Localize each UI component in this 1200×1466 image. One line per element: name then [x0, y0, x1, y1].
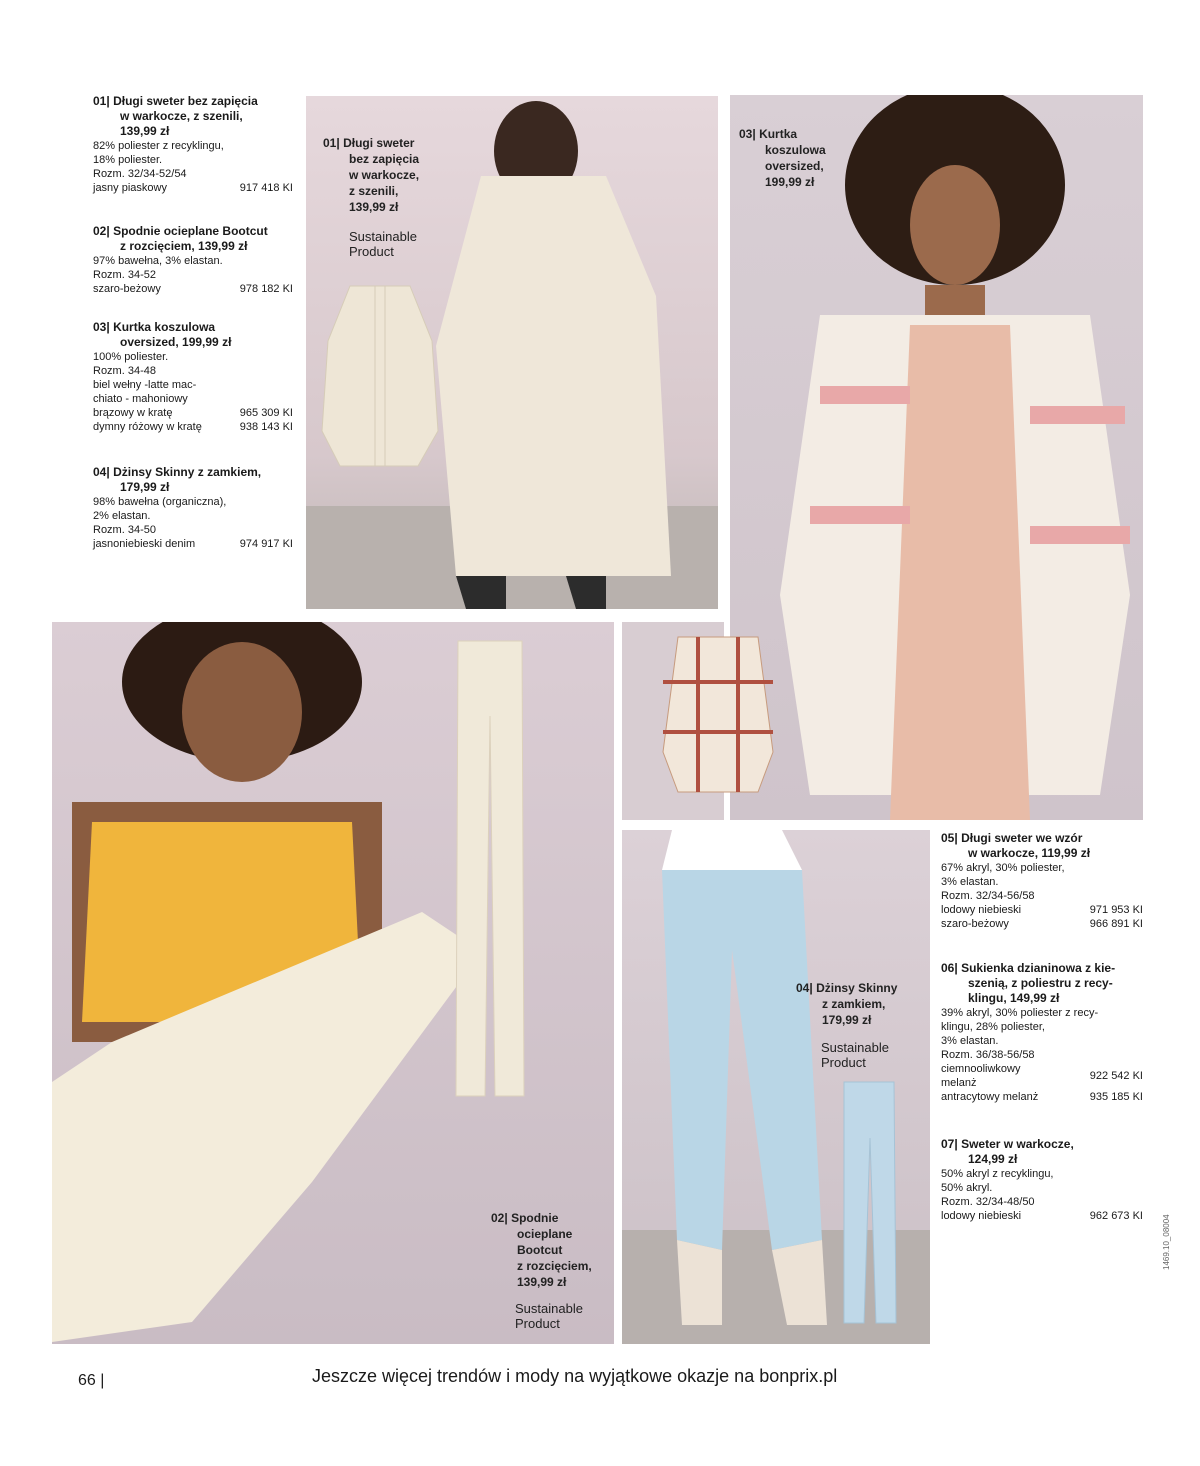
- label-price: 179,99 zł: [822, 1013, 872, 1027]
- variant-code: 971 953 KI: [1089, 904, 1143, 916]
- product-details: 18% poliester.: [93, 154, 163, 166]
- variant-code: 962 673 KI: [1089, 1210, 1143, 1222]
- jeans-sustainable-badge: [821, 1040, 889, 1070]
- product-number: 06: [941, 961, 955, 975]
- variant-row: [93, 406, 293, 420]
- product-01: 01| Długi sweter bez zapięcia w warkocze, z szenili, 139,99 zł 82% poliester z recyklingu, 18% poliester. Rozm. 32/34-52/54 jasny piaskowy 917 418 KI: [93, 94, 293, 194]
- label-line: Bootcut: [517, 1243, 563, 1257]
- product-details: Rozm. 36/38-56/58: [941, 1049, 1035, 1061]
- variant-code: 935 185 KI: [1089, 1091, 1143, 1103]
- variant-row: [93, 181, 293, 195]
- product-name: Długi sweter we wzór: [961, 831, 1083, 845]
- jacket-cutout-image: [658, 632, 778, 798]
- product-price: klingu, 149,99 zł: [968, 991, 1060, 1005]
- badge-line: Sustainable: [515, 1301, 583, 1316]
- jeans-photo: [622, 830, 930, 1344]
- variant-row: [941, 917, 1143, 931]
- label-line: Kurtka: [759, 127, 798, 141]
- variant-color: szaro-beżowy: [93, 283, 161, 295]
- product-details: 67% akryl, 30% poliester,: [941, 862, 1065, 874]
- product-name: Długi sweter bez zapięcia: [113, 94, 258, 108]
- label-line: z szenili,: [349, 184, 399, 198]
- product-name: Spodnie ocieplane Bootcut: [113, 224, 268, 238]
- variant-row: [941, 1209, 1143, 1223]
- variant-row: [941, 903, 1143, 917]
- variant-color: jasny piaskowy: [93, 182, 167, 194]
- product-name: szenią, z poliestru z recy-: [968, 976, 1113, 990]
- product-details: 3% elastan.: [941, 1035, 999, 1047]
- badge-line: Sustainable: [821, 1040, 889, 1055]
- product-07: 07| Sweter w warkocze, 124,99 zł 50% akryl z recyklingu, 50% akryl. Rozm. 32/34-48/50 lodowy niebieski 962 673 KI: [941, 1137, 1143, 1222]
- jacket-photo-label: 03| Kurtka koszulowa oversized, 199,99 zł: [739, 126, 849, 190]
- product-price: w warkocze, 119,99 zł: [968, 846, 1091, 860]
- sweater-sustainable-badge: [349, 229, 417, 259]
- product-name: Dżinsy Skinny z zamkiem,: [113, 465, 262, 479]
- product-details: Rozm. 34-50: [93, 524, 156, 536]
- product-number: 03: [93, 320, 107, 334]
- variant-row: [941, 1090, 1143, 1104]
- product-details: 50% akryl.: [941, 1182, 993, 1194]
- trousers-sustainable-badge: [515, 1301, 583, 1331]
- label-price: 139,99 zł: [349, 200, 399, 214]
- label-price: 139,99 zł: [517, 1275, 567, 1289]
- badge-line: Product: [349, 244, 394, 259]
- product-number: 05: [941, 831, 955, 845]
- variant-code: 938 143 KI: [239, 421, 293, 433]
- variant-code: 922 542 KI: [1089, 1070, 1143, 1082]
- label-line: Spodnie: [511, 1211, 559, 1225]
- product-price: 124,99 zł: [968, 1152, 1018, 1166]
- label-line: bez zapięcia: [349, 152, 420, 166]
- footer-promo-text: Jeszcze więcej trendów i mody na wyjątkowe okazje na bonprix.pl: [312, 1366, 838, 1386]
- label-number: 02: [491, 1211, 505, 1225]
- product-details: 100% poliester.: [93, 351, 169, 363]
- product-price: oversized, 199,99 zł: [120, 335, 232, 349]
- product-name: Kurtka koszulowa: [113, 320, 216, 334]
- product-details: 82% poliester z recyklingu,: [93, 140, 224, 152]
- variant-color: szaro-beżowy: [941, 918, 1009, 930]
- trousers-photo-label: 02| Spodnie ocieplane Bootcut z rozcięciem, 139,99 zł: [491, 1210, 611, 1290]
- product-04: 04| Dżinsy Skinny z zamkiem, 179,99 zł 98% bawełna (organiczna), 2% elastan. Rozm. 34-50 jasnoniebieski denim 974 917 KI: [93, 465, 293, 550]
- product-06: 06| Sukienka dzianinowa z kie- szenią, z poliestru z recy- klingu, 149,99 zł 39% akryl, 30% poliester z recy- klingu, 28% poliester, 3% elastan. Rozm. 36/38-56/58 ciemnooliwkowy melanż 922 542 KI antracytowy melanż 935 185 KI: [941, 961, 1143, 1103]
- badge-line: Product: [515, 1316, 560, 1331]
- product-details: Rozm. 32/34-48/50: [941, 1196, 1035, 1208]
- variant-color: lodowy niebieski: [941, 1210, 1022, 1222]
- label-line: oversized,: [765, 159, 824, 173]
- label-number: 03: [739, 127, 753, 141]
- product-details: klingu, 28% poliester,: [941, 1021, 1045, 1033]
- label-price: 199,99 zł: [765, 175, 815, 189]
- product-details: Rozm. 34-52: [93, 269, 156, 281]
- label-line: Długi sweter: [343, 136, 415, 150]
- label-line: z rozcięciem,: [517, 1259, 592, 1273]
- variant-code: 965 309 KI: [239, 407, 293, 419]
- variant-color: antracytowy melanż: [941, 1091, 1039, 1103]
- page-number: 66 |: [78, 1372, 105, 1389]
- variant-row: [93, 420, 293, 434]
- label-line: w warkocze,: [349, 168, 420, 182]
- product-name: Sukienka dzianinowa z kie-: [961, 961, 1116, 975]
- product-name: w warkocze, z szenili,: [120, 109, 243, 123]
- variant-row: [93, 282, 293, 296]
- variant-code: 917 418 KI: [239, 182, 293, 194]
- product-details: Rozm. 32/34-56/58: [941, 890, 1035, 902]
- product-name: Sweter w warkocze,: [961, 1137, 1074, 1151]
- product-03: 03| Kurtka koszulowa oversized, 199,99 zł 100% poliester. Rozm. 34-48 biel wełny -latte mac- chiato - mahoniowy brązowy w kratę 965 309 KI dymny różowy w kratę 938 143 KI: [93, 320, 293, 433]
- page-number-value: 66: [78, 1372, 96, 1389]
- variant-code: 978 182 KI: [239, 283, 293, 295]
- label-number: 01: [323, 136, 337, 150]
- product-details: Rozm. 32/34-52/54: [93, 168, 187, 180]
- jacket-model-illustration: [730, 95, 1143, 820]
- product-02: 02| Spodnie ocieplane Bootcut z rozcięciem, 139,99 zł 97% bawełna, 3% elastan. Rozm. 34-52 szaro-beżowy 978 182 KI: [93, 224, 293, 295]
- product-number: 04: [93, 465, 107, 479]
- product-details: 2% elastan.: [93, 510, 151, 522]
- sweater-photo-label: 01| Długi sweter bez zapięcia w warkocze, z szenili, 139,99 zł: [323, 135, 443, 215]
- badge-line: Sustainable: [349, 229, 417, 244]
- catalog-code: 1469.10_08004: [1162, 1214, 1171, 1270]
- jeans-photo-label: 04| Dżinsy Skinny z zamkiem, 179,99 zł: [796, 980, 916, 1028]
- product-number: 01: [93, 94, 107, 108]
- variant-color: jasnoniebieski denim: [93, 538, 196, 550]
- product-details: Rozm. 34-48: [93, 365, 156, 377]
- jeans-cutout-image: [840, 1078, 898, 1328]
- jacket-photo: [730, 95, 1143, 820]
- label-line: ocieplane: [517, 1227, 573, 1241]
- variant-color: ciemnooliwkowy melanż: [941, 1063, 1021, 1089]
- product-price: z rozcięciem, 139,99 zł: [120, 239, 248, 253]
- variant-color: dymny różowy w kratę: [93, 421, 202, 433]
- product-details: biel wełny -latte mac-: [93, 379, 197, 391]
- product-details: 39% akryl, 30% poliester z recy-: [941, 1007, 1099, 1019]
- product-05: 05| Długi sweter we wzór w warkocze, 119,99 zł 67% akryl, 30% poliester, 3% elastan. Rozm. 32/34-56/58 lodowy niebieski 971 953 KI szaro-beżowy 966 891 KI: [941, 831, 1143, 930]
- product-details: 98% bawełna (organiczna),: [93, 496, 227, 508]
- variant-color: brązowy w kratę: [93, 407, 173, 419]
- label-line: Dżinsy Skinny: [816, 981, 898, 995]
- label-number: 04: [796, 981, 810, 995]
- trousers-cutout-image: [450, 636, 530, 1106]
- variant-row: [941, 1062, 1143, 1090]
- product-details: chiato - mahoniowy: [93, 393, 188, 405]
- variant-code: 966 891 KI: [1089, 918, 1143, 930]
- badge-line: Product: [821, 1055, 866, 1070]
- product-number: 07: [941, 1137, 955, 1151]
- product-details: 3% elastan.: [941, 876, 999, 888]
- product-details: 50% akryl z recyklingu,: [941, 1168, 1054, 1180]
- variant-color: lodowy niebieski: [941, 904, 1022, 916]
- product-number: 02: [93, 224, 107, 238]
- sweater-cutout-image: [320, 281, 440, 471]
- product-price: 139,99 zł: [120, 124, 170, 138]
- product-price: 179,99 zł: [120, 480, 170, 494]
- variant-code: 974 917 KI: [239, 538, 293, 550]
- label-line: z zamkiem,: [822, 997, 886, 1011]
- label-line: koszulowa: [765, 143, 826, 157]
- product-details: 97% bawełna, 3% elastan.: [93, 255, 223, 267]
- variant-row: [93, 537, 293, 551]
